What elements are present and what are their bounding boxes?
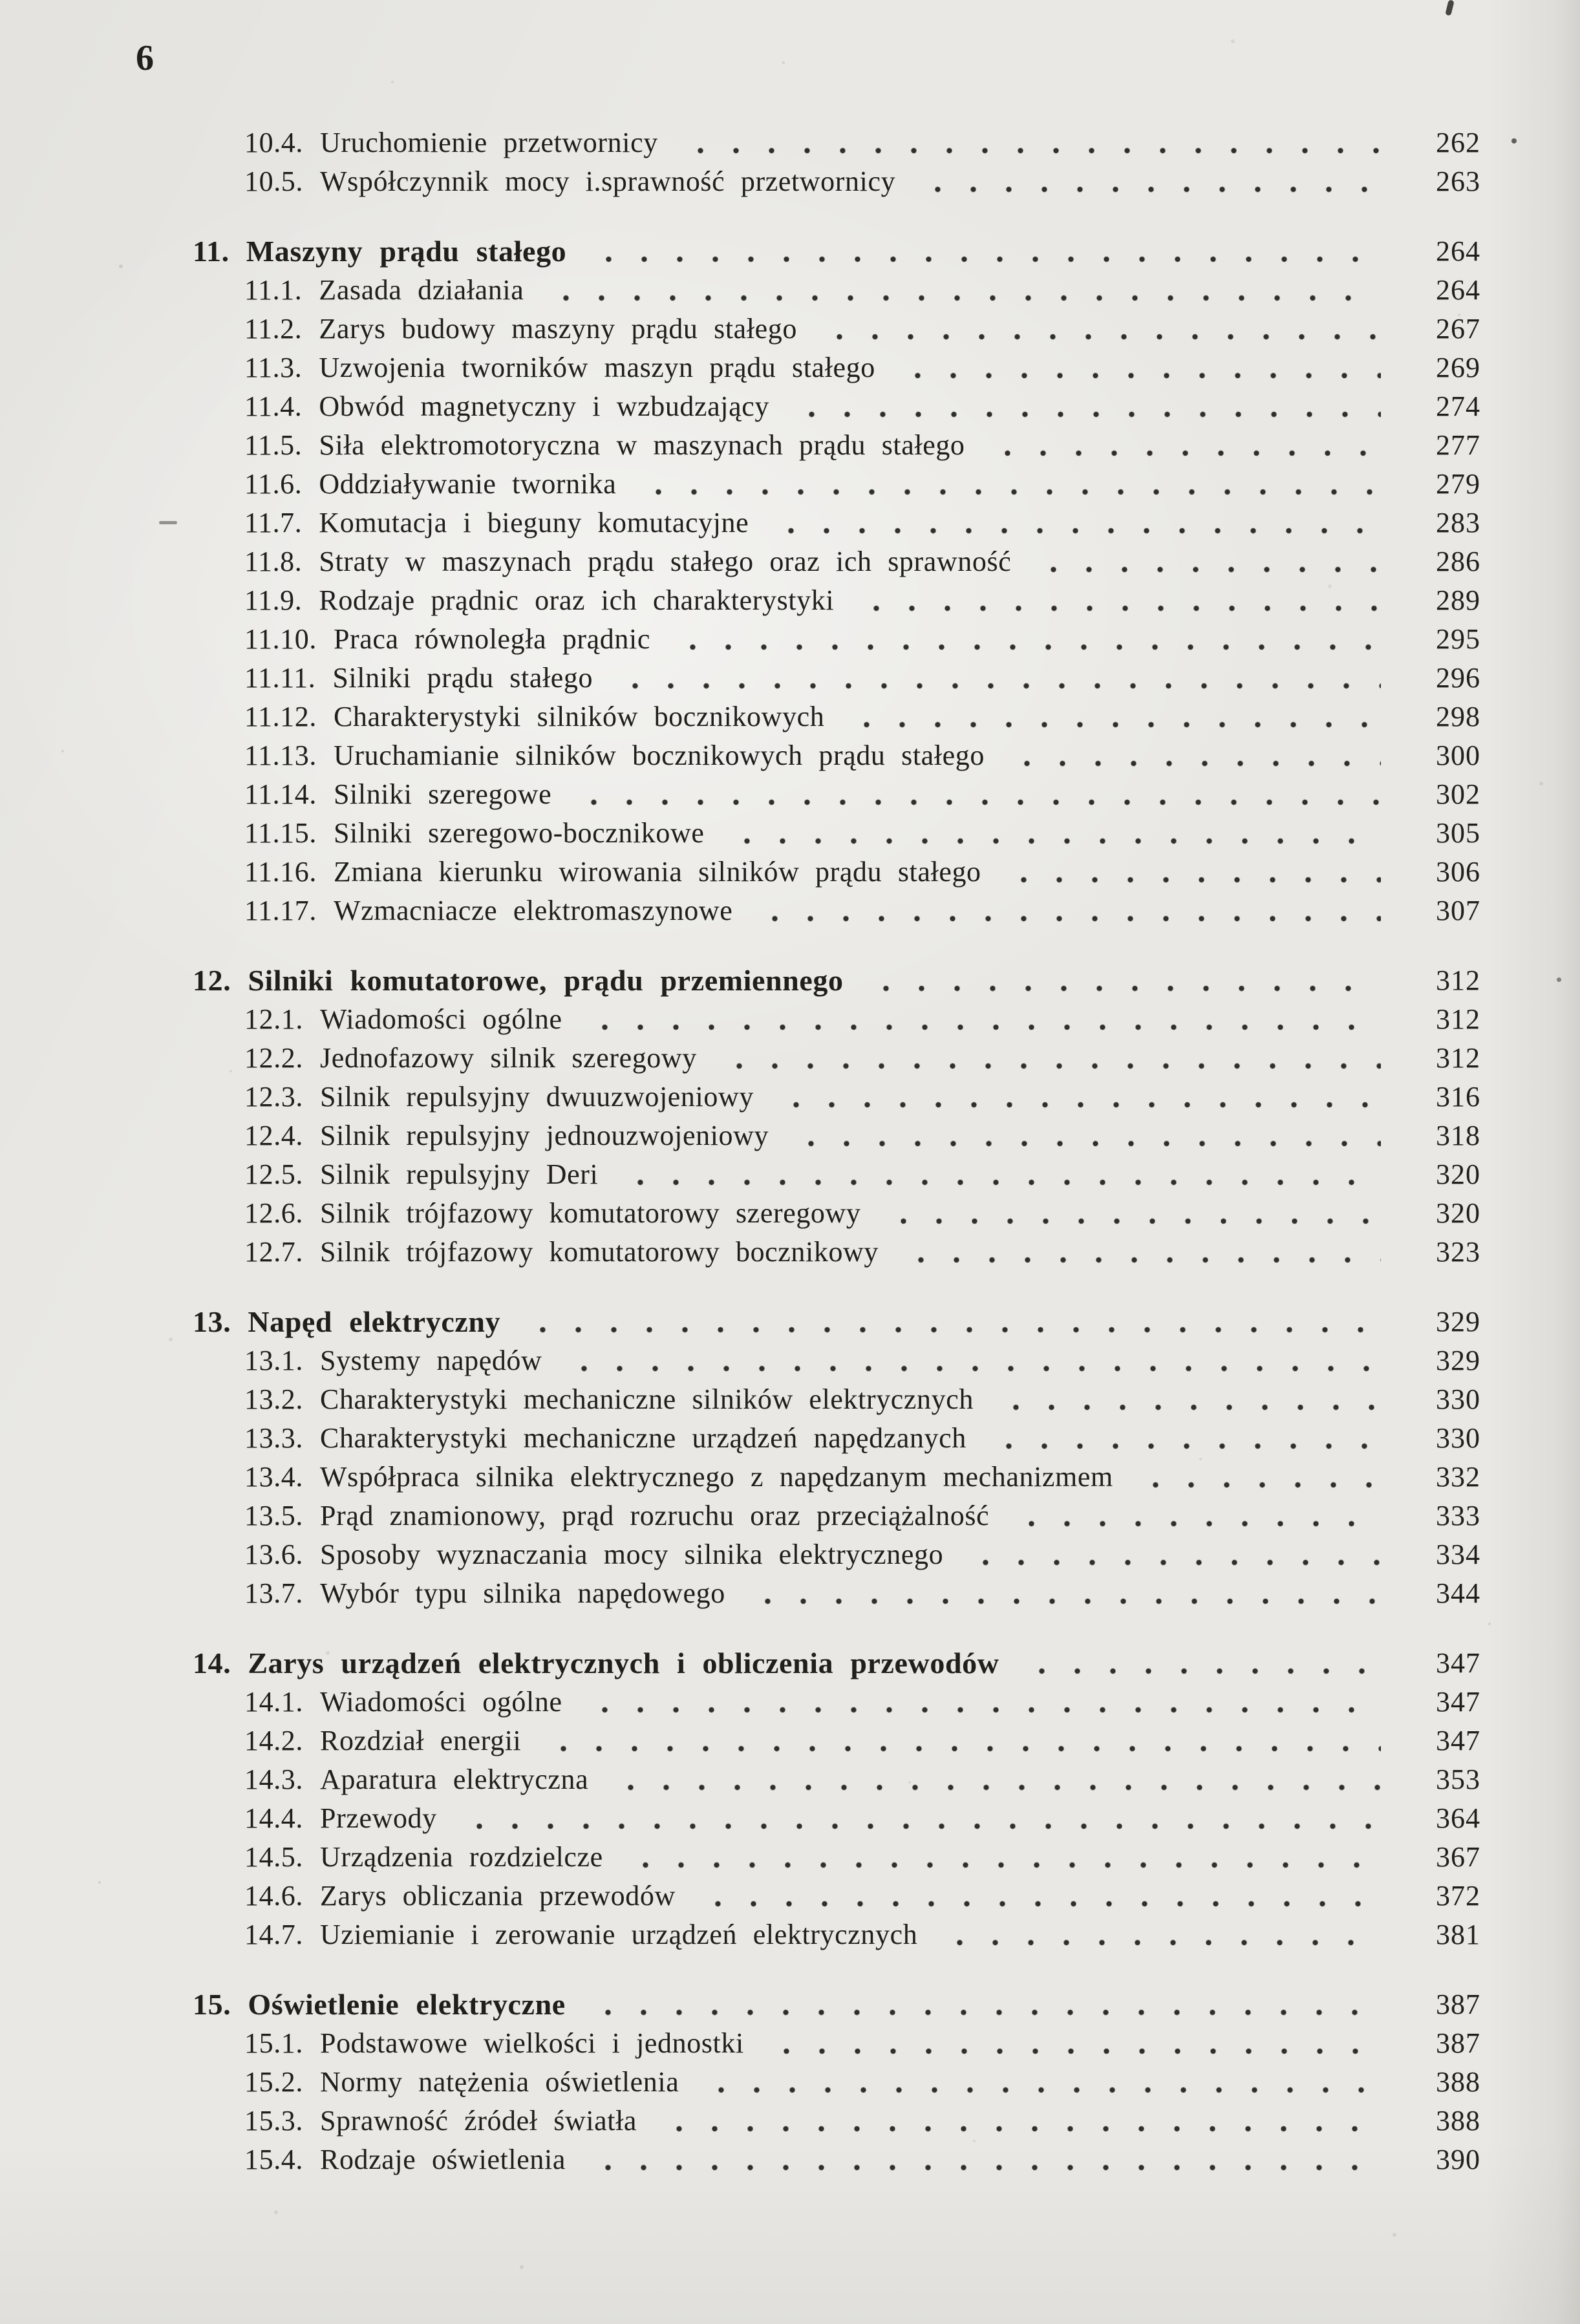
entry-title: Uzwojenia tworników maszyn prądu stałego <box>319 351 875 383</box>
entry-page: 286 <box>1436 545 1480 577</box>
entry-page: 387 <box>1436 1988 1480 2020</box>
entry-page: 318 <box>1436 1119 1480 1151</box>
entry-number: 10.5. <box>244 165 303 197</box>
entry-number: 15.4. <box>244 2143 303 2175</box>
entry-title: Normy natężenia oświetlenia <box>320 2065 679 2098</box>
dot-leader-icon <box>542 1721 1381 1760</box>
entry-number: 11.4. <box>244 390 303 422</box>
entry-number: 12.1. <box>244 1003 303 1035</box>
entry-number: 14.7. <box>244 1918 303 1950</box>
toc-entry-row <box>0 123 1480 162</box>
entry-page: 296 <box>1436 661 1480 694</box>
dot-leader-icon <box>882 1193 1381 1232</box>
dot-leader-icon <box>671 619 1381 658</box>
toc-entry-row <box>0 270 1480 309</box>
toc-section <box>0 1985 1480 2179</box>
toc-entry-row <box>0 464 1480 503</box>
entry-number: 11.17. <box>244 894 317 926</box>
entry-title: Wiadomości ogólne <box>320 1003 562 1035</box>
dot-leader-icon <box>725 813 1381 852</box>
entry-title: Wiadomości ogólne <box>320 1685 562 1718</box>
toc-entry-row <box>0 619 1480 658</box>
toc-entry-row <box>0 2023 1480 2062</box>
entry-number: 12.5. <box>244 1158 303 1190</box>
entry-page: 390 <box>1436 2143 1480 2175</box>
entry-title: Charakterystyki mechaniczne urządzeń napędzanych <box>320 1422 966 1454</box>
dot-leader-icon <box>679 123 1381 162</box>
entry-number: 11.8. <box>244 545 303 577</box>
entry-page: 334 <box>1436 1538 1480 1570</box>
entry-title: Rodzaje prądnic oraz ich charakterystyki <box>319 584 835 616</box>
dot-leader-icon <box>583 999 1381 1038</box>
entry-number: 12.2. <box>244 1041 303 1074</box>
dot-leader-icon <box>790 387 1381 425</box>
entry-page: 387 <box>1436 2027 1480 2059</box>
entry-number: 13. <box>193 1305 231 1338</box>
dot-leader-icon <box>699 2062 1381 2101</box>
entry-title: Uziemianie i zerowanie urządzeń elektrycznych <box>320 1918 918 1950</box>
dot-leader-icon <box>1020 1643 1381 1682</box>
entry-page: 269 <box>1436 351 1480 383</box>
entry-page: 264 <box>1436 273 1480 306</box>
entry-number: 11.1. <box>244 273 303 306</box>
entry-number: 14.1. <box>244 1685 303 1718</box>
toc-entry-row <box>0 891 1480 930</box>
entry-title: Zarys urządzeń elektrycznych i obliczenia przewodów <box>248 1646 999 1679</box>
entry-title: Jednofazowy silnik szeregowy <box>320 1041 697 1074</box>
entry-page: 306 <box>1436 855 1480 888</box>
dot-leader-icon <box>964 1535 1381 1573</box>
entry-title: Uruchomienie przetwornicy <box>320 126 658 158</box>
toc-chapter-row <box>0 961 1480 999</box>
toc-entry-row <box>0 1573 1480 1612</box>
entry-title: Rozdział energii <box>320 1724 522 1756</box>
toc-entry-row <box>0 736 1480 774</box>
entry-number: 11.9. <box>244 584 303 616</box>
dot-leader-icon <box>587 231 1381 270</box>
entry-number: 15. <box>193 1987 231 2021</box>
entry-number: 11.13. <box>244 739 317 771</box>
dot-leader-icon <box>614 658 1381 697</box>
dot-leader-icon <box>521 1302 1381 1341</box>
entry-page: 262 <box>1436 126 1480 158</box>
entry-title: Oświetlenie elektryczne <box>248 1987 566 2021</box>
entry-title: Sposoby wyznaczania mocy silnika elektrycznego <box>320 1538 944 1570</box>
toc-entry-row <box>0 1038 1480 1077</box>
entry-page: 283 <box>1436 506 1480 538</box>
scan-artifact <box>159 521 177 524</box>
entry-number: 14.2. <box>244 1724 303 1756</box>
entry-title: Silniki komutatorowe, prądu przemiennego <box>248 963 844 997</box>
entry-title: Urządzenia rozdzielcze <box>320 1840 603 1873</box>
dot-leader-icon <box>986 425 1381 464</box>
toc-entry-row <box>0 2140 1480 2179</box>
entry-number: 14.5. <box>244 1840 303 1873</box>
entry-title: Rodzaje oświetlenia <box>320 2143 566 2175</box>
toc-entry-row <box>0 658 1480 697</box>
entry-page: 305 <box>1436 816 1480 849</box>
scan-artifact <box>1445 0 1455 16</box>
entry-page: 388 <box>1436 2065 1480 2098</box>
toc-entry-row <box>0 2101 1480 2140</box>
dot-leader-icon <box>562 1341 1381 1380</box>
toc-entry-row <box>0 1721 1480 1760</box>
dot-leader-icon <box>916 162 1381 200</box>
dot-leader-icon <box>637 464 1381 503</box>
entry-page: 263 <box>1436 165 1480 197</box>
entry-page: 344 <box>1436 1577 1480 1609</box>
entry-number: 14.3. <box>244 1763 303 1795</box>
toc-entry-row <box>0 1798 1480 1837</box>
entry-page: 298 <box>1436 700 1480 732</box>
toc-entry-row <box>0 813 1480 852</box>
toc-entry-row <box>0 1496 1480 1535</box>
toc-entry-row <box>0 1193 1480 1232</box>
entry-title: Silnik repulsyjny jednouzwojeniowy <box>320 1119 769 1151</box>
dot-leader-icon <box>845 697 1381 736</box>
dot-leader-icon <box>624 1837 1381 1876</box>
entry-title: Charakterystyki mechaniczne silników elektrycznych <box>320 1383 974 1415</box>
entry-title: Charakterystyki silników bocznikowych <box>333 700 825 732</box>
toc-section <box>0 231 1480 930</box>
toc-entry-row <box>0 1418 1480 1457</box>
dot-leader-icon <box>774 1077 1381 1116</box>
dot-leader-icon <box>544 270 1381 309</box>
entry-number: 11.6. <box>244 467 303 500</box>
entry-number: 11.15. <box>244 816 317 849</box>
toc-entry-row <box>0 425 1480 464</box>
toc-entry-row <box>0 1380 1480 1418</box>
entry-number: 14.4. <box>244 1802 303 1834</box>
entry-title: Aparatura elektryczna <box>320 1763 589 1795</box>
entry-title: Maszyny prądu stałego <box>246 234 567 268</box>
entry-title: Silnik trójfazowy komutatorowy bocznikowy <box>320 1235 879 1268</box>
dot-leader-icon <box>769 503 1381 542</box>
toc-entry-row <box>0 1341 1480 1380</box>
entry-number: 15.1. <box>244 2027 303 2059</box>
toc-entry-row <box>0 581 1480 619</box>
entry-title: Zarys budowy maszyny prądu stałego <box>319 312 797 345</box>
entry-number: 11.12. <box>244 700 317 732</box>
entry-title: Zasada działania <box>319 273 524 306</box>
entry-number: 11.11. <box>244 661 316 694</box>
entry-title: Silniki prądu stałego <box>332 661 593 694</box>
dot-leader-icon <box>458 1798 1381 1837</box>
toc-entry-row <box>0 852 1480 891</box>
entry-title: Silniki szeregowo-bocznikowe <box>333 816 705 849</box>
entry-number: 11.2. <box>244 312 303 345</box>
entry-page: 277 <box>1436 429 1480 461</box>
entry-title: Napęd elektryczny <box>248 1305 501 1338</box>
entry-page: 330 <box>1436 1422 1480 1454</box>
toc-entry-row <box>0 503 1480 542</box>
entry-title: Przewody <box>320 1802 437 1834</box>
toc-section <box>0 961 1480 1271</box>
dot-leader-icon <box>765 2023 1381 2062</box>
entry-title: Sprawność źródeł światła <box>320 2104 637 2137</box>
entry-title: Komutacja i bieguny komutacyjne <box>319 506 749 538</box>
entry-number: 12.3. <box>244 1080 303 1113</box>
entry-page: 267 <box>1436 312 1480 345</box>
entry-page: 367 <box>1436 1840 1480 1873</box>
dot-leader-icon <box>818 309 1381 348</box>
entry-title: Uruchamianie silników bocznikowych prądu stałego <box>333 739 985 771</box>
toc-entry-row <box>0 1457 1480 1496</box>
toc-entry-row <box>0 1155 1480 1193</box>
dot-leader-icon <box>855 581 1381 619</box>
entry-title: Praca równoległa prądnic <box>333 623 650 655</box>
entry-title: Systemy napędów <box>320 1344 542 1376</box>
entry-number: 12. <box>193 963 231 997</box>
entry-title: Oddziaływanie twornika <box>319 467 617 500</box>
entry-page: 381 <box>1436 1918 1480 1950</box>
entry-number: 14. <box>193 1646 231 1679</box>
entry-title: Zarys obliczania przewodów <box>320 1879 676 1912</box>
toc-entry-row <box>0 774 1480 813</box>
scan-artifact <box>1511 138 1517 144</box>
entry-number: 13.3. <box>244 1422 303 1454</box>
toc-entry-row <box>0 1760 1480 1798</box>
entry-title: Wzmacniacze elektromaszynowe <box>333 894 733 926</box>
entry-page: 388 <box>1436 2104 1480 2137</box>
dot-leader-icon <box>753 891 1381 930</box>
entry-number: 11.16. <box>244 855 317 888</box>
dot-leader-icon <box>899 1232 1381 1271</box>
entry-page: 320 <box>1436 1197 1480 1229</box>
entry-number: 13.1. <box>244 1344 303 1376</box>
entry-page: 353 <box>1436 1763 1480 1795</box>
dot-leader-icon <box>938 1915 1381 1954</box>
entry-title: Wybór typu silnika napędowego <box>320 1577 725 1609</box>
toc-section <box>0 1302 1480 1612</box>
scan-artifact <box>1557 977 1561 982</box>
entry-number: 10.4. <box>244 126 303 158</box>
toc-entry-row <box>0 162 1480 200</box>
toc-entry-row <box>0 999 1480 1038</box>
entry-page: 264 <box>1436 235 1480 267</box>
toc-entry-row <box>0 1232 1480 1271</box>
dot-leader-icon <box>718 1038 1381 1077</box>
dot-leader-icon <box>1002 852 1381 891</box>
dot-leader-icon <box>789 1116 1381 1155</box>
toc-entry-row <box>0 309 1480 348</box>
entry-number: 11. <box>193 234 230 268</box>
entry-number: 13.5. <box>244 1499 303 1531</box>
page-number: 6 <box>136 38 155 78</box>
entry-number: 13.2. <box>244 1383 303 1415</box>
toc-chapter-row <box>0 1643 1480 1682</box>
dot-leader-icon <box>609 1760 1381 1798</box>
entry-page: 302 <box>1436 778 1480 810</box>
entry-number: 13.4. <box>244 1460 303 1493</box>
entry-number: 11.14. <box>244 778 317 810</box>
entry-number: 11.3. <box>244 351 303 383</box>
entry-title: Podstawowe wielkości i jednostki <box>320 2027 744 2059</box>
entry-title: Silnik trójfazowy komutatorowy szeregowy <box>320 1197 861 1229</box>
entry-page: 372 <box>1436 1879 1480 1912</box>
entry-page: 312 <box>1436 1041 1480 1074</box>
toc-chapter-row <box>0 231 1480 270</box>
toc-entry-row <box>0 1077 1480 1116</box>
dot-leader-icon <box>864 961 1381 999</box>
entry-title: Silnik repulsyjny dwuuzwojeniowy <box>320 1080 754 1113</box>
entry-page: 307 <box>1436 894 1480 926</box>
entry-number: 11.7. <box>244 506 303 538</box>
entry-title: Straty w maszynach prądu stałego oraz ich sprawność <box>319 545 1012 577</box>
entry-number: 13.6. <box>244 1538 303 1570</box>
dot-leader-icon <box>896 348 1381 387</box>
toc-entry-row <box>0 1535 1480 1573</box>
entry-page: 329 <box>1436 1305 1480 1338</box>
entry-number: 13.7. <box>244 1577 303 1609</box>
dot-leader-icon <box>1032 542 1381 581</box>
toc-entry-row <box>0 1682 1480 1721</box>
entry-page: 347 <box>1436 1647 1480 1679</box>
dot-leader-icon <box>572 774 1381 813</box>
toc-entry-row <box>0 697 1480 736</box>
entry-title: Współpraca silnika elektrycznego z napędzanym mechanizmem <box>320 1460 1113 1493</box>
dot-leader-icon <box>987 1418 1381 1457</box>
entry-page: 300 <box>1436 739 1480 771</box>
toc-entry-row <box>0 542 1480 581</box>
dot-leader-icon <box>583 1682 1381 1721</box>
toc-entry-row <box>0 1915 1480 1954</box>
toc-entry-row <box>0 348 1480 387</box>
toc-entry-row <box>0 2062 1480 2101</box>
entry-page: 347 <box>1436 1685 1480 1718</box>
toc-entry-row <box>0 1116 1480 1155</box>
toc-chapter-row <box>0 1302 1480 1341</box>
dot-leader-icon <box>1010 1496 1381 1535</box>
entry-title: Prąd znamionowy, prąd rozruchu oraz przeciążalność <box>320 1499 990 1531</box>
dot-leader-icon <box>657 2101 1381 2140</box>
entry-page: 295 <box>1436 623 1480 655</box>
entry-title: Obwód magnetyczny i wzbudzający <box>319 390 769 422</box>
dot-leader-icon <box>586 2140 1381 2179</box>
dot-leader-icon <box>586 1985 1381 2023</box>
entry-number: 14.6. <box>244 1879 303 1912</box>
entry-title: Siła elektromotoryczna w maszynach prądu stałego <box>319 429 965 461</box>
table-of-contents <box>0 123 1480 2179</box>
entry-page: 312 <box>1436 964 1480 996</box>
entry-number: 11.10. <box>244 623 317 655</box>
entry-number: 15.3. <box>244 2104 303 2137</box>
toc-section <box>0 123 1480 200</box>
entry-page: 279 <box>1436 467 1480 500</box>
toc-entry-row <box>0 387 1480 425</box>
dot-leader-icon <box>994 1380 1381 1418</box>
entry-page: 316 <box>1436 1080 1480 1113</box>
entry-number: 12.6. <box>244 1197 303 1229</box>
entry-title: Silniki szeregowe <box>333 778 552 810</box>
toc-section <box>0 1643 1480 1954</box>
entry-number: 12.7. <box>244 1235 303 1268</box>
entry-page: 289 <box>1436 584 1480 616</box>
entry-title: Współczynnik mocy i.sprawność przetwornicy <box>320 165 896 197</box>
dot-leader-icon <box>746 1573 1381 1612</box>
entry-page: 323 <box>1436 1235 1480 1268</box>
entry-title: Zmiana kierunku wirowania silników prądu stałego <box>333 855 981 888</box>
dot-leader-icon <box>1005 736 1381 774</box>
dot-leader-icon <box>1134 1457 1381 1496</box>
entry-page: 329 <box>1436 1344 1480 1376</box>
entry-number: 11.5. <box>244 429 303 461</box>
entry-page: 333 <box>1436 1499 1480 1531</box>
dot-leader-icon <box>696 1876 1381 1915</box>
toc-entry-row <box>0 1837 1480 1876</box>
entry-page: 320 <box>1436 1158 1480 1190</box>
toc-chapter-row <box>0 1985 1480 2023</box>
entry-page: 347 <box>1436 1724 1480 1756</box>
dot-leader-icon <box>619 1155 1381 1193</box>
entry-number: 12.4. <box>244 1119 303 1151</box>
entry-title: Silnik repulsyjny Deri <box>320 1158 599 1190</box>
toc-entry-row <box>0 1876 1480 1915</box>
entry-number: 15.2. <box>244 2065 303 2098</box>
entry-page: 274 <box>1436 390 1480 422</box>
entry-page: 312 <box>1436 1003 1480 1035</box>
entry-page: 330 <box>1436 1383 1480 1415</box>
entry-page: 332 <box>1436 1460 1480 1493</box>
entry-page: 364 <box>1436 1802 1480 1834</box>
